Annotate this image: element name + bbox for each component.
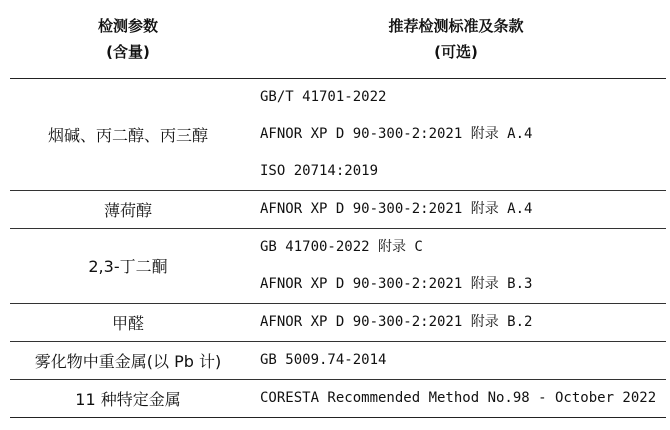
header-standard-title: 推荐检测标准及条款 xyxy=(388,16,524,35)
row-parameter: 烟碱、丙二醇、丙三醇 xyxy=(10,78,246,190)
row-parameter: 2,3-丁二酮 xyxy=(10,228,246,303)
row-standards xyxy=(246,303,666,341)
row-parameter: 11 种特定金属 xyxy=(10,379,246,417)
row-parameter: 甲醛 xyxy=(10,303,246,341)
table-row xyxy=(10,228,666,303)
standard-item: AFNOR XP D 90-300-2:2021 附录 B.2 xyxy=(260,313,533,330)
header-standard-subtitle: (可选) xyxy=(434,42,478,61)
standards-table xyxy=(10,0,666,418)
table-row xyxy=(10,303,666,341)
standard-item: GB 41700-2022 附录 C xyxy=(260,238,423,255)
header-parameter-subtitle: (含量) xyxy=(106,42,150,61)
row-parameter: 雾化物中重金属(以 Pb 计) xyxy=(10,341,246,379)
standards-table-container xyxy=(10,0,666,418)
standard-item: AFNOR XP D 90-300-2:2021 附录 A.4 xyxy=(260,125,533,142)
row-standards xyxy=(246,228,666,303)
row-standards xyxy=(246,341,666,379)
header-parameter xyxy=(10,0,246,78)
standard-item: GB 5009.74-2014 xyxy=(260,351,387,368)
table-row xyxy=(10,78,666,190)
row-standards xyxy=(246,379,666,417)
header-parameter-title: 检测参数 xyxy=(97,16,158,35)
row-standards xyxy=(246,78,666,190)
row-parameter: 薄荷醇 xyxy=(10,190,246,228)
row-standards xyxy=(246,190,666,228)
standard-item: AFNOR XP D 90-300-2:2021 附录 B.3 xyxy=(260,275,533,292)
standard-item: AFNOR XP D 90-300-2:2021 附录 A.4 xyxy=(260,200,533,217)
header-standard xyxy=(246,0,666,78)
standard-item: CORESTA Recommended Method No.98 - October 2022 xyxy=(260,389,657,406)
table-row xyxy=(10,190,666,228)
table-row xyxy=(10,341,666,379)
standard-item: ISO 20714:2019 xyxy=(260,162,379,179)
table-header-row xyxy=(10,0,666,78)
table-row xyxy=(10,379,666,417)
standard-item: GB/T 41701-2022 xyxy=(260,88,387,105)
